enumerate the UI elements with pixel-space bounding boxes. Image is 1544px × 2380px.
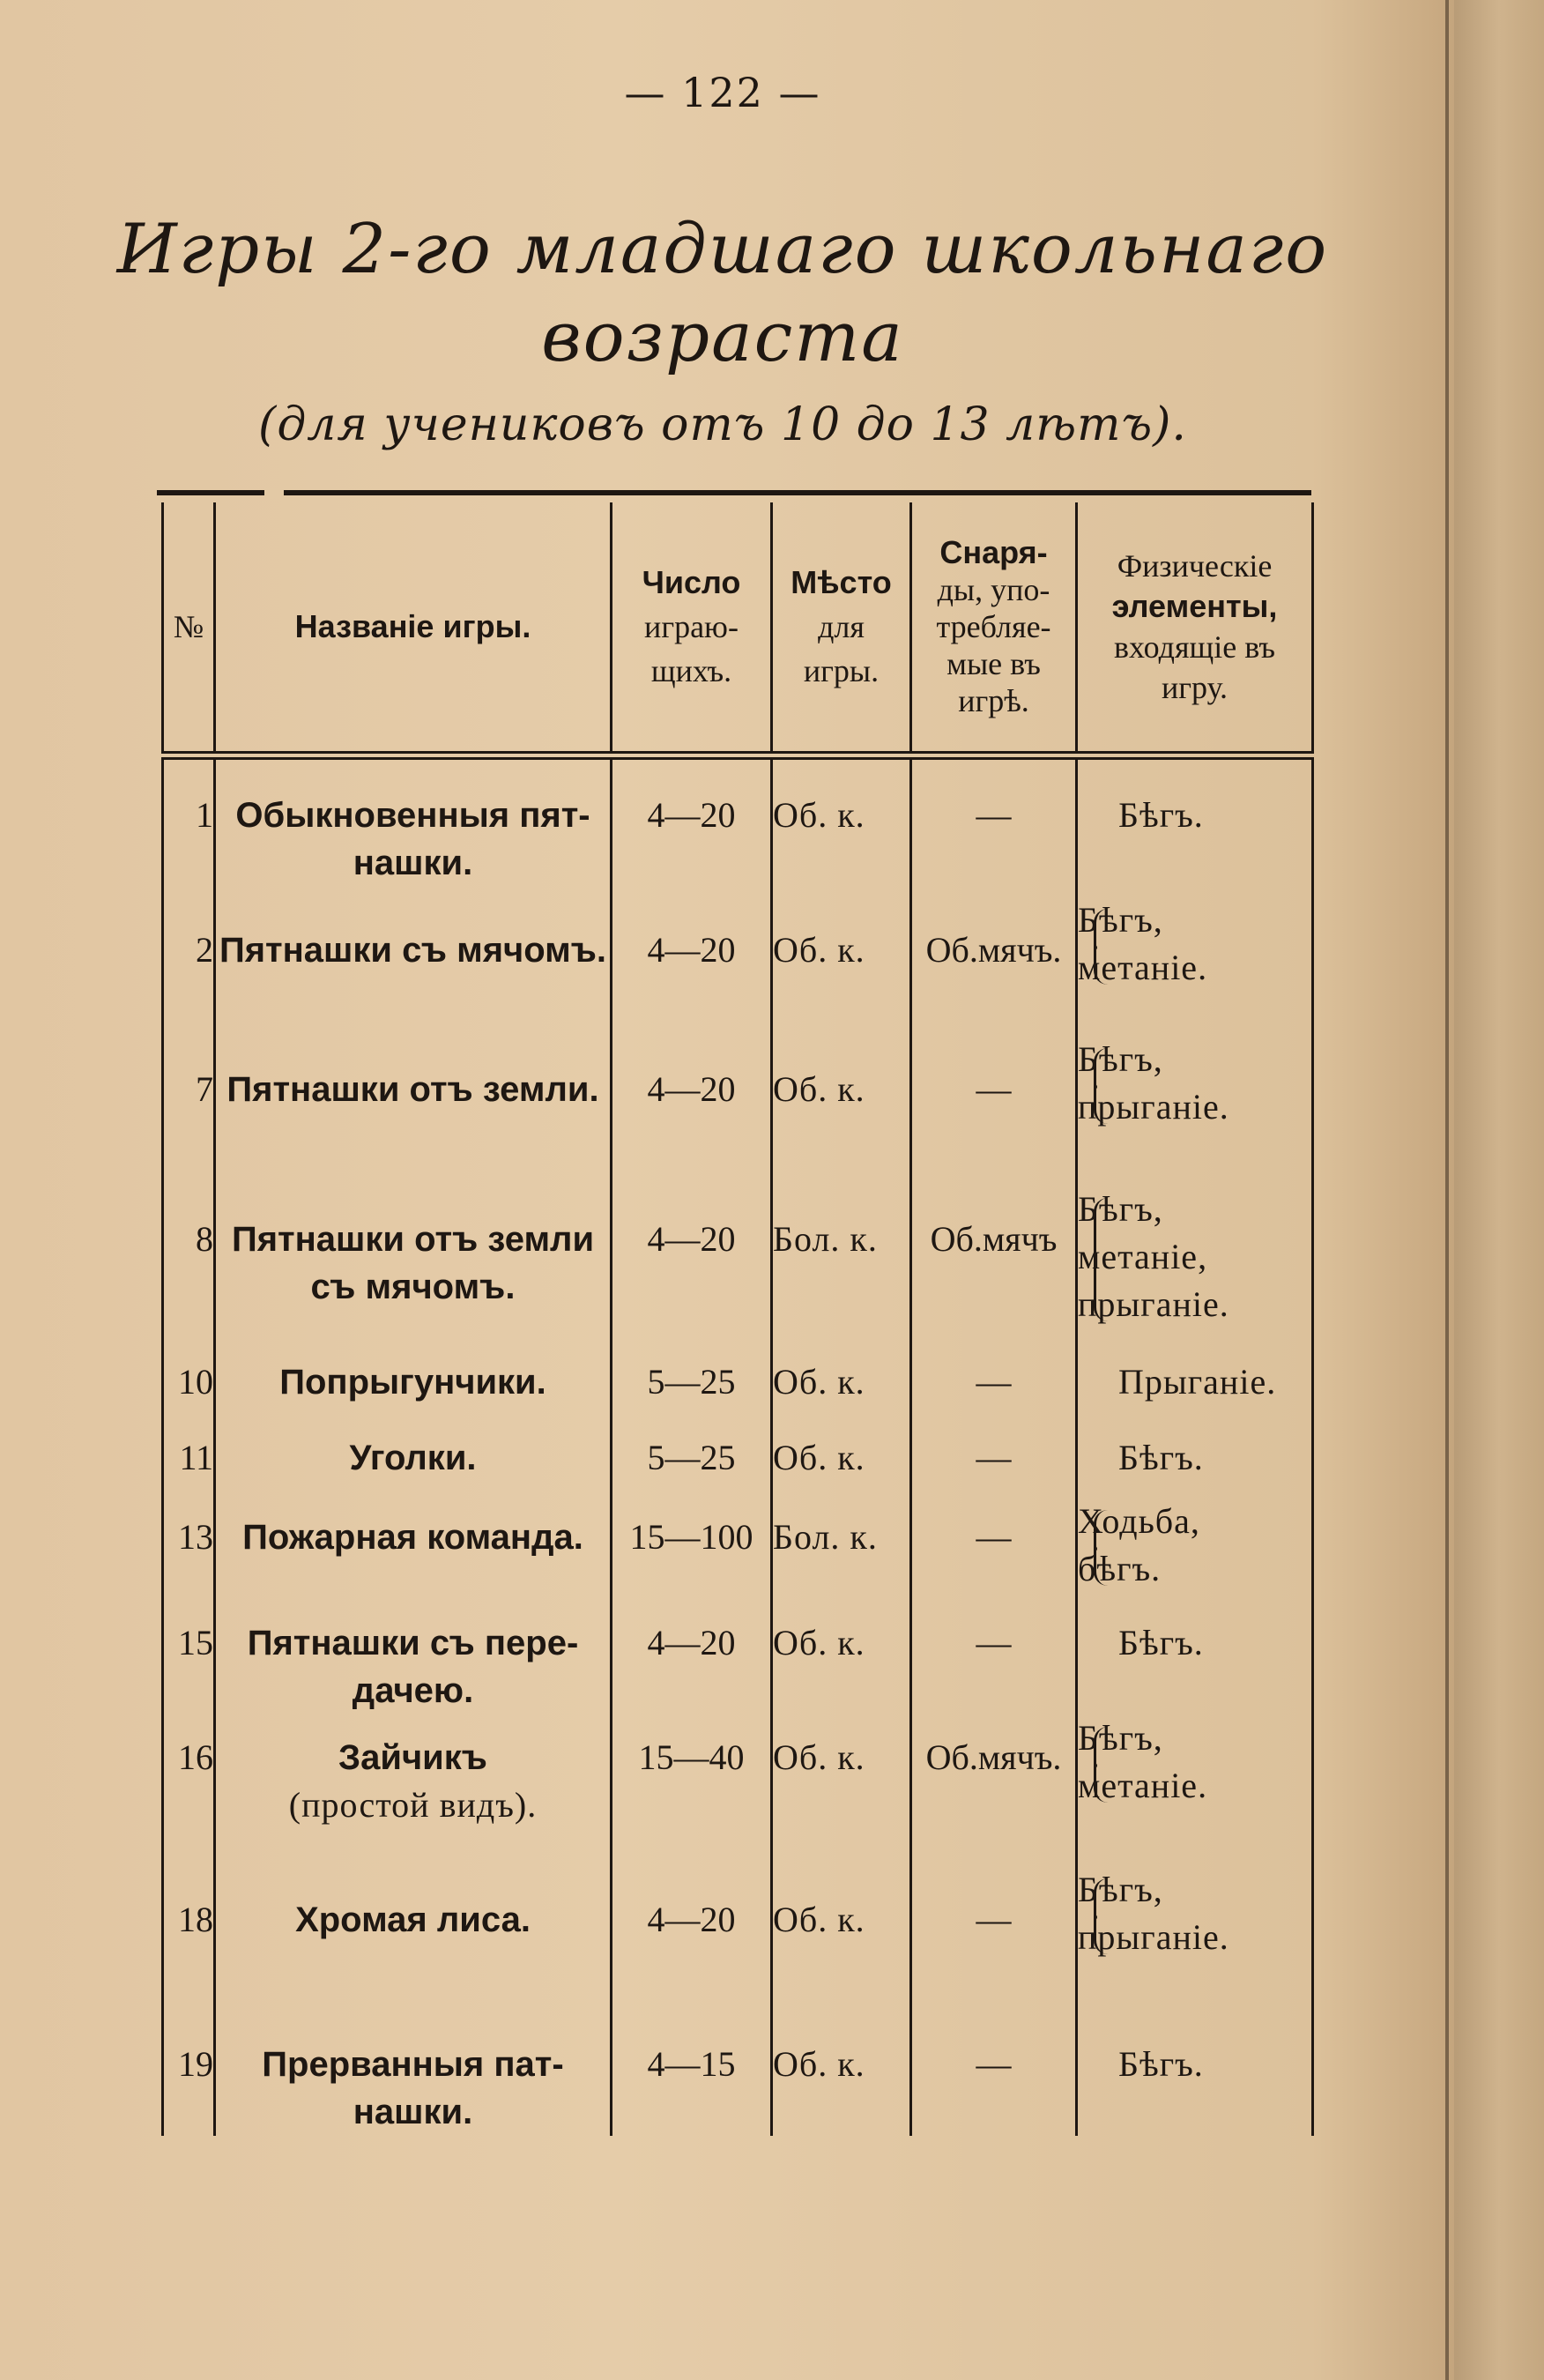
cell-place: Об. к.	[772, 755, 911, 895]
cell-players: 5—25	[612, 1422, 772, 1498]
cell-elements	[1077, 895, 1313, 1034]
top-rule-gap	[264, 487, 284, 498]
cell-game-name	[215, 895, 612, 1034]
element-line: Прыганіе.	[1118, 1362, 1277, 1402]
cell-number: 13	[163, 1498, 215, 1603]
game-name-line-1: Обыкновенныя пят-	[235, 796, 590, 835]
game-name-line-2: (простой видъ).	[288, 1785, 538, 1825]
cell-elements	[1077, 1173, 1313, 1346]
header-players: Число играю- щихъ.	[612, 502, 772, 755]
cell-game-name	[215, 1173, 612, 1346]
element-line: Бѣгъ.	[1118, 2044, 1204, 2084]
game-name-line-2: съ мячомъ.	[310, 1268, 516, 1306]
cell-number: 18	[163, 1864, 215, 1997]
cell-number: 1	[163, 755, 215, 895]
table-row	[163, 1997, 1313, 2136]
game-name-line-1: Пятнашки съ пере-	[247, 1624, 579, 1662]
element-line: Бѣгъ,	[1078, 1039, 1163, 1079]
brace-icon	[1094, 1878, 1112, 1954]
game-name-line-2: нашки.	[353, 2093, 473, 2131]
game-name-line-1: Пожарная команда.	[242, 1518, 583, 1557]
game-name-line-2: дачею.	[352, 1671, 474, 1710]
element-line: Бѣгъ,	[1078, 900, 1163, 940]
table-header-row	[163, 502, 1313, 755]
table-row	[163, 1034, 1313, 1173]
cell-game-name	[215, 1422, 612, 1498]
cell-elements	[1077, 1422, 1313, 1498]
game-name-line-1: Уголки.	[349, 1439, 477, 1477]
element-line: метаніе,	[1078, 1237, 1208, 1276]
cell-place: Об. к.	[772, 1422, 911, 1498]
cell-players: 4—20	[612, 755, 772, 895]
subtitle: (для учениковъ отъ 10 до 13 лѣтъ).	[258, 398, 1187, 451]
table-row	[163, 1714, 1313, 1864]
cell-elements	[1077, 1498, 1313, 1603]
element-line: бѣгъ.	[1078, 1549, 1162, 1588]
brace-icon	[1094, 1727, 1112, 1803]
header-name: Названіе игры.	[215, 502, 612, 755]
table-row	[163, 1498, 1313, 1603]
page-number: — 122 —	[624, 69, 821, 116]
cell-equipment: —	[911, 1997, 1077, 2136]
table-row	[163, 1603, 1313, 1714]
cell-game-name	[215, 1034, 612, 1173]
element-line: Бѣгъ.	[1118, 1438, 1204, 1477]
cell-players: 4—20	[612, 1603, 772, 1714]
cell-equipment: —	[911, 1498, 1077, 1603]
cell-game-name	[215, 1864, 612, 1997]
game-name-line-1: Хромая лиса.	[295, 1900, 531, 1939]
cell-game-name	[215, 1997, 612, 2136]
cell-number: 19	[163, 1997, 215, 2136]
cell-equipment: —	[911, 1422, 1077, 1498]
cell-elements	[1077, 1603, 1313, 1714]
element-line: метаніе.	[1078, 1766, 1208, 1805]
game-name-line-1: Попрыгунчики.	[279, 1363, 546, 1402]
brace-icon	[1094, 1048, 1112, 1124]
cell-number: 10	[163, 1346, 215, 1422]
cell-elements	[1077, 755, 1313, 895]
cell-game-name	[215, 1346, 612, 1422]
cell-place: Бол. к.	[772, 1173, 911, 1346]
game-name-line-1: Прерванныя пат-	[262, 2045, 564, 2084]
table-row	[163, 1864, 1313, 1997]
cell-players: 4—20	[612, 1034, 772, 1173]
brace-icon	[1094, 909, 1112, 985]
cell-elements	[1077, 1997, 1313, 2136]
header-equipment: Снаря- ды, упо- требляе- мые въ игрѣ.	[911, 502, 1077, 755]
cell-equipment: —	[911, 1034, 1077, 1173]
cell-elements	[1077, 1864, 1313, 1997]
cell-equipment: Об.мячъ.	[911, 895, 1077, 1034]
element-line: Бѣгъ,	[1078, 1718, 1163, 1758]
game-name-line-1: Пятнашки съ мячомъ.	[219, 931, 607, 970]
element-line: Бѣгъ.	[1118, 795, 1204, 835]
cell-equipment: —	[911, 1864, 1077, 1997]
cell-elements	[1077, 1346, 1313, 1422]
table-row	[163, 755, 1313, 895]
cell-players: 4—15	[612, 1997, 772, 2136]
cell-game-name	[215, 1498, 612, 1603]
cell-number: 15	[163, 1603, 215, 1714]
cell-place: Об. к.	[772, 1864, 911, 1997]
cell-equipment: —	[911, 1603, 1077, 1714]
header-elements: Физическіе элементы, входящіе въ игру.	[1077, 502, 1313, 755]
game-name-line-1: Пятнашки отъ земли	[231, 1220, 595, 1259]
cell-number: 7	[163, 1034, 215, 1173]
header-place: Мѣсто для игры.	[772, 502, 911, 755]
next-page-edge	[1454, 0, 1544, 2380]
cell-number: 11	[163, 1422, 215, 1498]
cell-place: Об. к.	[772, 1714, 911, 1864]
title-line-2: возраста	[541, 298, 904, 377]
cell-place: Об. к.	[772, 1346, 911, 1422]
cell-number: 8	[163, 1173, 215, 1346]
header-number: №	[163, 502, 215, 755]
table-row	[163, 1173, 1313, 1346]
game-name-line-1: Пятнашки отъ земли.	[226, 1070, 599, 1109]
cell-equipment: Об.мячъ.	[911, 1714, 1077, 1864]
game-name-line-2: нашки.	[353, 844, 473, 882]
cell-players: 15—40	[612, 1714, 772, 1864]
cell-game-name	[215, 1603, 612, 1714]
cell-elements	[1077, 1034, 1313, 1173]
cell-number: 16	[163, 1714, 215, 1864]
cell-place: Об. к.	[772, 1603, 911, 1714]
cell-players: 4—20	[612, 1173, 772, 1346]
element-line: прыганіе.	[1078, 1284, 1229, 1324]
element-line: прыганіе.	[1078, 1917, 1229, 1957]
element-line: Бѣгъ,	[1078, 1870, 1163, 1909]
element-line: Бѣгъ,	[1078, 1189, 1163, 1229]
table-row	[163, 895, 1313, 1034]
element-line: прыганіе.	[1078, 1087, 1229, 1127]
cell-players: 4—20	[612, 1864, 772, 1997]
top-rule	[157, 490, 1311, 495]
cell-players: 15—100	[612, 1498, 772, 1603]
game-name-line-1: Зайчикъ	[338, 1738, 487, 1777]
cell-place: Бол. к.	[772, 1498, 911, 1603]
cell-equipment: —	[911, 755, 1077, 895]
cell-place: Об. к.	[772, 895, 911, 1034]
cell-players: 4—20	[612, 895, 772, 1034]
element-line: метаніе.	[1078, 948, 1208, 987]
cell-equipment: —	[911, 1346, 1077, 1422]
cell-place: Об. к.	[772, 1034, 911, 1173]
brace-icon	[1094, 1198, 1112, 1321]
cell-number: 2	[163, 895, 215, 1034]
binding-edge	[1445, 0, 1449, 2380]
cell-players: 5—25	[612, 1346, 772, 1422]
cell-elements	[1077, 1714, 1313, 1864]
title-line-1: Игры 2-го младшаго школьнаго	[116, 210, 1329, 289]
games-table	[161, 502, 1314, 2136]
element-line: Бѣгъ.	[1118, 1623, 1204, 1662]
cell-equipment: Об.мячъ	[911, 1173, 1077, 1346]
brace-icon	[1094, 1510, 1112, 1586]
table-row	[163, 1346, 1313, 1422]
cell-game-name	[215, 755, 612, 895]
table-row	[163, 1422, 1313, 1498]
cell-game-name	[215, 1714, 612, 1864]
element-line: Ходьба,	[1078, 1501, 1200, 1541]
cell-place: Об. к.	[772, 1997, 911, 2136]
